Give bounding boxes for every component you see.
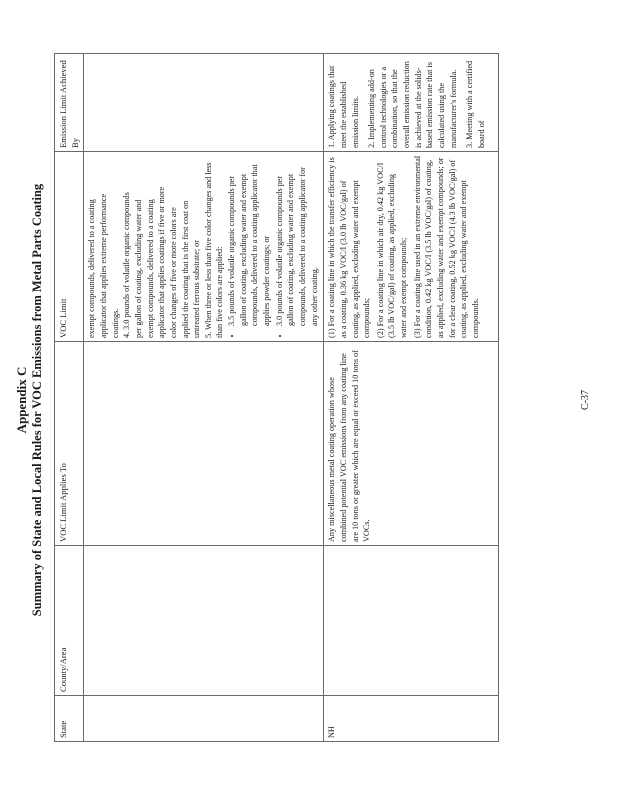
voc-limit-paragraph: (2) For a coating line in which air dry, 0.42 kg VOC/l (3.5 lb VOC/gal) of coating, as applied, excluding water and exempt compounds; (375, 162, 409, 338)
voc-limit-paragraph: (1) For a coating line in which the transfer efficiency is as a coating, 0.36 kg VOC/l (3.0 lb VOC/gal) of coating, as applied, excluding water and exempt compounds; (327, 157, 372, 338)
voc-limit-text-line: per gallon of coating, excluding water and (133, 199, 143, 338)
cell-state (84, 696, 324, 742)
voc-limit-text-line: exempt compounds, delivered to a coating (145, 199, 155, 338)
voc-limit-paragraph: (3) For a coating line used in an extreme environmental condition, 0.42 kg VOC/l (3.5 lb VOC/gal) of coating, as applied, excluding water and exempt compounds; or for a clear coating, 0.52 kg VOC/l (4.3 lb VOC/gal) of coating, as applied, excluding water and exempt compounds. (412, 155, 480, 338)
column-header-county-area: County/Area (55, 546, 84, 696)
cell-achieved-by (324, 54, 499, 152)
cell-applies-to: Any miscellaneous metal coating operation whose combined potential VOC emissions from any coating line are 10 tons or greater which are equal or exceed 10 tons of VOCs. (324, 342, 499, 546)
voc-rules-table (54, 53, 499, 742)
voc-limit-text-line: 4. 3.0 pounds of volatile organic compounds (122, 192, 132, 338)
cell-applies-to (84, 342, 324, 546)
voc-limit-text-line: exempt compounds, delivered to a coating (87, 199, 97, 338)
voc-limit-text-line: untreated ferrous substrate; or (192, 240, 202, 338)
column-header-voc-limit-applies-to: VOC Limit Applies To (55, 342, 84, 546)
voc-limit-bullet-list (226, 155, 320, 338)
cell-achieved-by (84, 54, 324, 152)
achieved-by-item: 2. Implementing add-on control technologies or a combination, so that the overall emission reduction is achieved at the solids-based emission rate that is calculated using the manufacturer's formula. (367, 61, 458, 148)
voc-limit-text-line: applied the coating that is the first coat on (180, 200, 190, 338)
table-row (324, 54, 499, 742)
table-row (84, 54, 324, 742)
column-header-voc-limit: VOC Limit (55, 152, 84, 342)
table-header-row (55, 54, 84, 742)
achieved-by-item: 3. Meeting with a certified board of (465, 60, 486, 148)
voc-limit-text-line: coatings. (110, 308, 120, 338)
cell-county-area (324, 546, 499, 696)
page-number: C-37 (580, 390, 591, 410)
achieved-by-item: 1. Applying coatings that meet the established emission limits. (327, 65, 360, 148)
voc-limit-text-line: applicator that applies extreme performance (99, 193, 109, 338)
cell-voc-limit (324, 152, 499, 342)
voc-limit-bullet: • 3.0 pounds of volatile organic compounds per gallon of coating, excluding water and exempt compounds, delivered to a coating applicator for any other coating. (274, 155, 321, 326)
voc-limit-intro: 5. When three or less than five color changes and less than five colors are applied: (203, 162, 225, 338)
cell-voc-limit (84, 152, 324, 342)
cell-state: NH (324, 696, 499, 742)
appendix-heading: Appendix C (14, 366, 29, 434)
voc-limit-text-line: applicator that applies coatings if five or more (157, 186, 167, 338)
voc-limit-bullet: • 3.5 pounds of volatile organic compounds per gallon of coating, excluding water and exempt compounds, delivered to a coating applicator that applies powder coatings; or (226, 155, 273, 326)
voc-limit-text-line: color changes of five or more colors are (168, 207, 178, 338)
column-header-emission-limit-achieved-by: Emission Limit Achieved By (55, 54, 84, 152)
column-header-state: State (55, 696, 84, 742)
document-title: Summary of State and Local Rules for VOC Emissions from Metal Parts Coating (30, 183, 44, 617)
cell-county-area (84, 546, 324, 696)
